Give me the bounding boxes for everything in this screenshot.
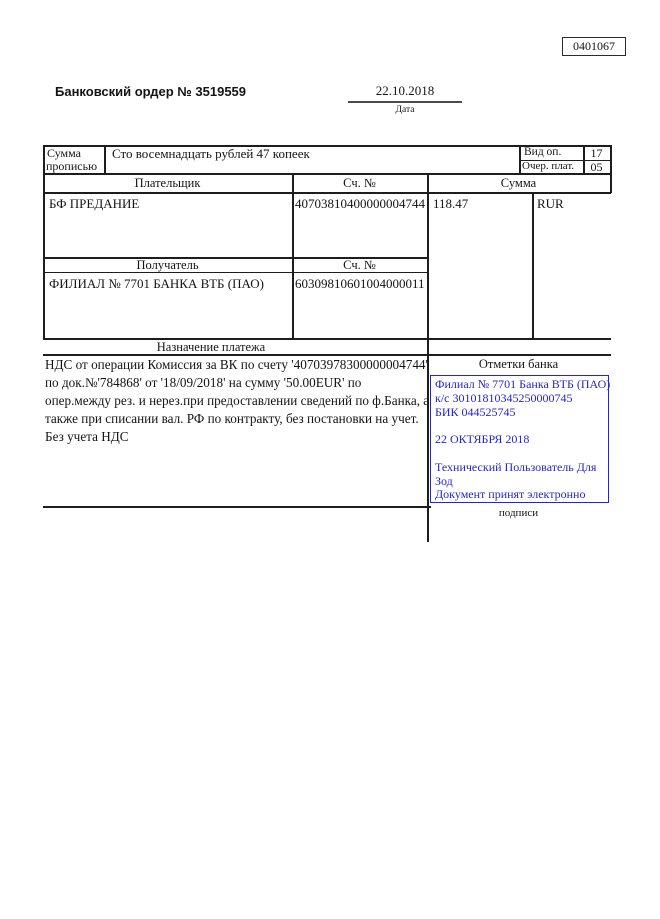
purpose-text-line: опер.между рез. и нерез.при предоставлении сведений по ф.Банка, а — [45, 393, 430, 408]
operation-type-value: 17 — [590, 146, 603, 160]
date-label: Дата — [395, 105, 415, 115]
purpose-text-line: по док.№'784868' от '18/09/2018' на сумму '50.00EUR' по — [45, 375, 362, 390]
purpose-text-line: Без учета НДС — [45, 429, 129, 444]
stamp-bank-name: Филиал № 7701 Банка ВТБ (ПАО) — [435, 377, 611, 391]
stamp-bik: БИК 044525745 — [435, 404, 516, 419]
form-code-box — [562, 37, 626, 56]
payment-amount: 118.47 — [433, 196, 469, 211]
payer-account: 40703810400000004744 — [295, 196, 425, 211]
date-value: 22.10.2018 — [375, 83, 435, 98]
stamp-operator-line2: Зод — [435, 473, 453, 488]
grid-line-purpose-section-bottom — [43, 506, 431, 508]
sum-column-label: Сумма — [500, 176, 537, 190]
payment-currency: RUR — [537, 196, 564, 211]
stamp-date: 22 ОКТЯБРЯ 2018 — [435, 432, 530, 447]
grid-line-row1-bottom — [43, 173, 611, 175]
grid-line-right-border — [610, 145, 612, 193]
signatures-label: подписи — [498, 507, 539, 519]
payment-priority-value: 05 — [590, 160, 603, 174]
stamp-corr-account: к/с 30101810345250000745 — [435, 390, 573, 405]
purpose-text-line: НДС от операции Комиссия за ВК по счету '40703978300000004744' — [45, 357, 428, 372]
document-title: Банковский ордер № 3519559 — [55, 84, 247, 99]
payer-name: БФ ПРЕДАНИЕ — [49, 196, 140, 211]
purpose-section-label: Назначение платежа — [156, 340, 266, 354]
payment-priority-label: Очер. плат. — [522, 160, 575, 172]
bank-stamp — [430, 375, 609, 503]
stamp-spacer — [435, 447, 604, 461]
purpose-text — [45, 356, 429, 446]
sum-words-label-line2: прописью — [46, 159, 98, 173]
grid-line-amount-currency-divider — [532, 192, 534, 339]
receiver-name: ФИЛИАЛ № 7701 БАНКА ВТБ (ПАО) — [49, 276, 264, 291]
grid-line-left-border — [43, 145, 45, 340]
receiver-account-label: Сч. № — [343, 258, 376, 272]
date-block — [348, 83, 462, 115]
grid-line-sumwords-divider — [104, 145, 106, 174]
stamp-accepted-note: Документ принят электронно — [435, 487, 586, 502]
grid-line-opbox-left — [519, 145, 521, 174]
payer-section-label: Плательщик — [134, 176, 201, 190]
purpose-text-line: также при списании вал. РФ по контракту, без постановки на учет. — [45, 411, 419, 426]
stamp-operator-line1: Технический Пользователь Для — [435, 459, 597, 474]
operation-type-label: Вид оп. — [524, 146, 562, 158]
receiver-account: 60309810601004000011 — [295, 276, 425, 291]
grid-line-header-bottom — [43, 192, 611, 194]
stamp-spacer — [435, 419, 604, 433]
sum-words-label-line1: Сумма — [47, 146, 81, 160]
sum-words-value: Сто восемнадцать рублей 47 копеек — [112, 146, 310, 161]
payer-account-label: Сч. № — [343, 176, 376, 190]
form-code: 0401067 — [573, 39, 615, 53]
bank-marks-label: Отметки банка — [478, 357, 559, 371]
grid-line-name-account-divider — [292, 173, 294, 339]
receiver-section-label: Получатель — [136, 258, 199, 272]
